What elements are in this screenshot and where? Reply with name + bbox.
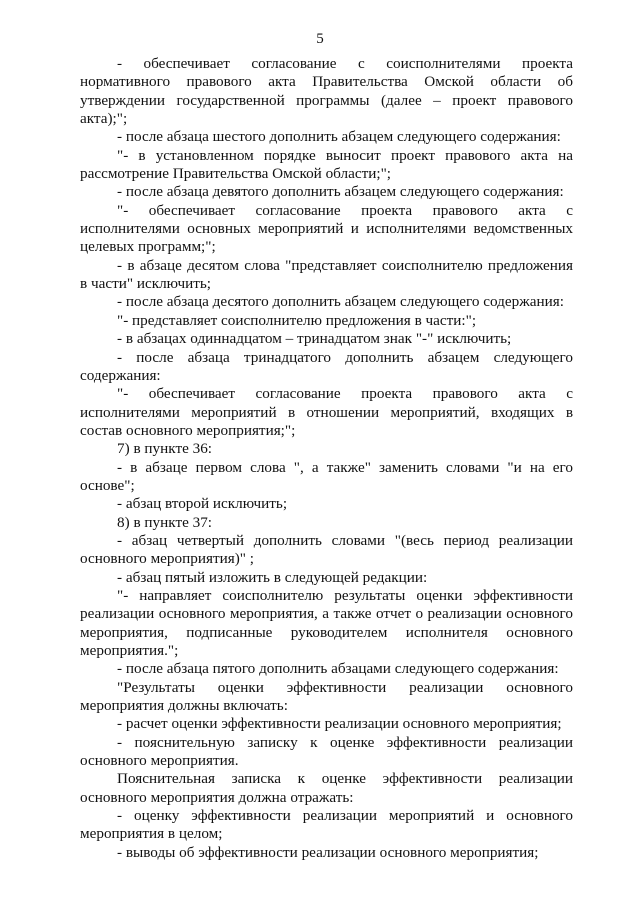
paragraph: "- обеспечивает согласование проекта правового акта с исполнителями мероприятий в отношении мероприятий, входящих в состав основного мероприятия;"; (80, 385, 573, 439)
paragraph: - в абзацах одиннадцатом – тринадцатом знак "-" исключить; (117, 330, 512, 348)
paragraph: "- представляет соисполнителю предложения в части:"; (117, 311, 477, 329)
page-number: 5 (316, 31, 324, 47)
paragraph: - выводы об эффективности реализации основного мероприятия; (117, 843, 539, 861)
paragraph: - после абзаца девятого дополнить абзацем следующего содержания: (117, 183, 564, 201)
paragraph: - оценку эффективности реализации мероприятий и основного мероприятия в целом; (80, 807, 573, 843)
paragraph: - в абзаце десятом слова "представляет соисполнителю предложения в части" исключить; (80, 256, 573, 293)
document-body (80, 55, 573, 862)
paragraph: Пояснительная записка к оценке эффективности реализации основного мероприятия должна отражать: (80, 770, 573, 806)
paragraph: - после абзаца пятого дополнить абзацами следующего содержания: (117, 660, 559, 678)
paragraph: - обеспечивает согласование с соисполнителями проекта нормативного правового акта Правительства Омской области об утверждении государственной программы (далее – проект правового акта);"; (80, 55, 573, 128)
paragraph: - пояснительную записку к оценке эффективности реализации основного мероприятия. (80, 733, 573, 770)
paragraph: - абзац пятый изложить в следующей редакции: (117, 568, 428, 586)
paragraph: "- направляет соисполнителю результаты оценки эффективности реализации основного мероприятия, а также отчет о реализации основного мероприятия, подписанные руководителем исполнителя основного мероприятия."; (80, 586, 573, 659)
paragraph: "Результаты оценки эффективности реализации основного мероприятия должны включать: (80, 678, 573, 715)
paragraph: - после абзаца шестого дополнить абзацем следующего содержания: (117, 128, 561, 146)
paragraph: - расчет оценки эффективности реализации основного мероприятия; (117, 715, 562, 733)
paragraph: - абзац второй исключить; (117, 495, 288, 513)
paragraph: "- обеспечивает согласование проекта правового акта с исполнителями основных мероприятий и исполнителями ведомственных целевых программ;"; (80, 201, 573, 256)
paragraph: - абзац четвертый дополнить словами "(весь период реализации основного мероприятия)" ; (80, 531, 573, 568)
paragraph: 8) в пункте 37: (117, 513, 213, 531)
paragraph: - в абзаце первом слова ", а также" заменить словами "и на его основе"; (80, 458, 573, 494)
paragraph: - после абзаца тринадцатого дополнить абзацем следующего содержания: (80, 348, 573, 384)
paragraph: - после абзаца десятого дополнить абзацем следующего содержания: (117, 293, 564, 311)
paragraph: 7) в пункте 36: (117, 440, 213, 458)
paragraph: "- в установленном порядке выносит проект правового акта на рассмотрение Правительства Омской области;"; (80, 146, 573, 183)
